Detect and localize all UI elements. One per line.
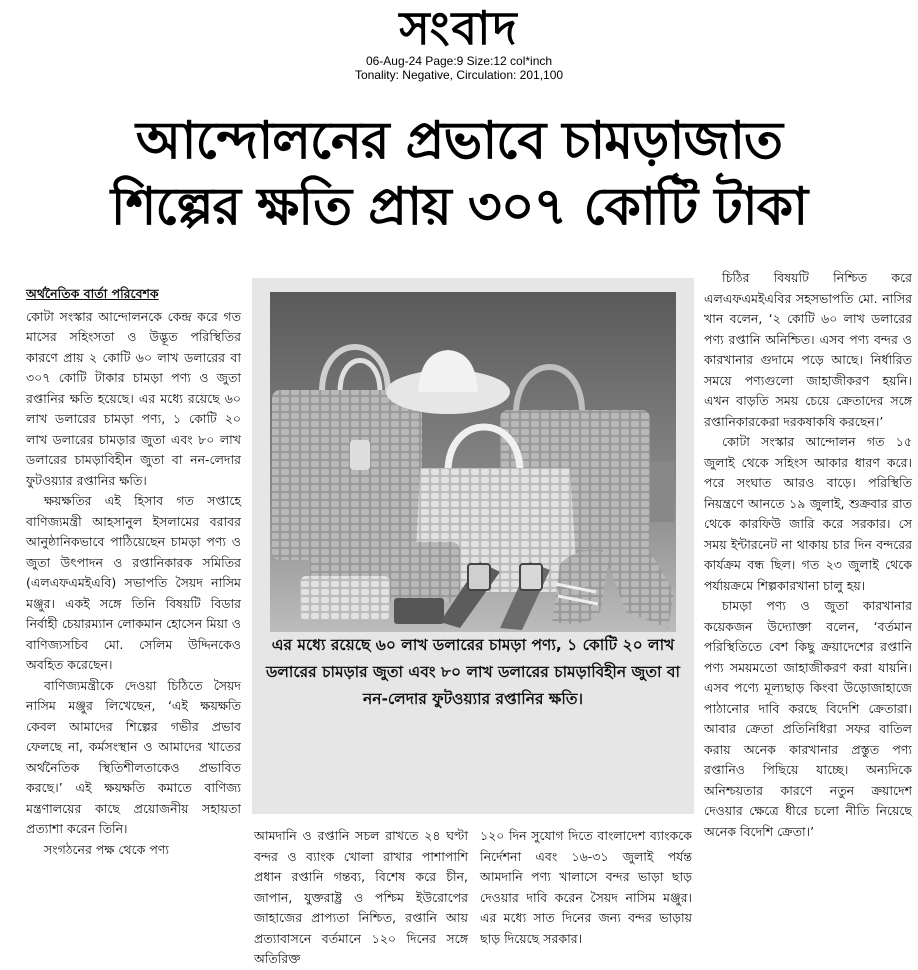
paragraph: ক্ষয়ক্ষতির এই হিসাব গত সপ্তাহে বাণিজ্যমন্ত্রী আহসানুল ইসলামের বরাবর আনুষ্ঠানিকভাবে পাঠিয়েছেন চামড়া পণ্য ও জুতা উৎপাদন ও রপ্তানিকারক সমিতির (এলএফএমইএবি) সভাপতি সৈয়দ নাসিম মঞ্জুর। একই সঙ্গে তিনি বিষয়টি বিডার নির্বাহী চেয়ারম্যান লোকমান হোসেন মিয়া ও বাণিজ্যসচিব মো. সেলিম উদ্দিনকেও অবহিত করেছেন। — [26, 493, 241, 672]
article-column-right — [704, 268, 912, 920]
photo-box — [252, 278, 694, 814]
clipping-meta-line2: Tonality: Negative, Circulation: 201,100 — [354, 68, 564, 82]
article-column-bottom-2 — [480, 826, 692, 946]
headline — [10, 108, 908, 240]
paragraph: চিঠির বিষয়টি নিশ্চিত করে এলএফএমইএবির সহসভাপতি মো. নাসির খান বলেন, ‘২ কোটি ৬০ লাখ ডলারের পণ্য রপ্তানি অনিশ্চিত। এসব পণ্য বন্দর ও কারখানার গুদামে পড়ে আছে। নির্ধারিত সময়ে পণ্যগুলো জাহাজীকরণ হয়নি। এখন বাড়তি সময় চেয়ে ক্রেতাদের সঙ্গে রপ্তানিকারকেরা দরকষাকষি করছেন।’ — [704, 270, 912, 429]
leather-goods-photo — [270, 292, 676, 632]
headline-line1: আন্দোলনের প্রভাবে চামড়াজাত — [135, 111, 783, 171]
paragraph: চামড়া পণ্য ও জুতা কারখানার কয়েকজন উদ্যোক্তা বলেন, ‘বর্তমান পরিস্থিতিতে বেশ কিছু ক্রয়াদেশের রপ্তানি পণ্য সময়মতো জাহাজীকরণ করা যায়নি। এসব পণ্যে মূল্যছাড় কিংবা উড়োজাহাজে পাঠানোর দাবি করছে বিদেশি ক্রেতারা। আবার ক্রেতা প্রতিনিধিরা সফর বাতিল করায় অনেক কারখানার প্রস্তুত পণ্য রপ্তানিও পিছিয়ে যাচ্ছে। অন্যদিকে অনিশ্চয়তার কারণে নতুন ক্রয়াদেশ দেওয়ার ক্ষেত্রে ধীরে চলো নীতি নিয়েছে অনেক বিদেশি ক্রেতা।’ — [704, 598, 912, 839]
masthead — [0, 0, 918, 82]
photo-caption: এর মধ্যে রয়েছে ৬০ লাখ ডলারের চামড়া পণ্য, ১ কোটি ২০ লাখ ডলারের চামড়ার জুতা এবং ৮০ লাখ ডলারের চামড়াবিহীন জুতা বা নন-লেদার ফুটওয়্যার রপ্তানির ক্ষতি। — [265, 636, 681, 708]
paragraph: আমদানি ও রপ্তানি সচল রাখতে ২৪ ঘণ্টা বন্দর ও ব্যাংক খোলা রাখার পাশাপাশি প্রধান রপ্তানি গন্তব্য, বিশেষ করে চীন, জাপান, যুক্তরাষ্ট্র ও পশ্চিম ইউরোপের জাহাজের প্রাপ্যতা নিশ্চিত, রপ্তানি আয় প্রত্যাবাসনে বর্তমানে ১২০ দিনের সঙ্গে অতিরিক্ত — [254, 828, 468, 966]
headline-line2: শিল্পের ক্ষতি প্রায় ৩০৭ কোটি টাকা — [110, 177, 808, 237]
leather-goods-illustration — [270, 292, 676, 632]
article-column-bottom-1 — [254, 826, 468, 966]
article-column-left — [26, 284, 241, 920]
newspaper-logo: সংবাদ — [399, 1, 519, 55]
paragraph: সংগঠনের পক্ষ থেকে পণ্য — [44, 841, 170, 857]
paragraph: বাণিজ্যমন্ত্রীকে দেওয়া চিঠিতে সৈয়দ নাসিম মঞ্জুর লিখেছেন, ‘এই ক্ষয়ক্ষতি কেবল আমাদের শিল্পের গভীর প্রভাব ফেলছে না, কর্মসংস্থান ও আমাদের খাতের অর্থনৈতিক স্থিতিশীলতাকেও প্রভাবিত করছে।’ এই ক্ষয়ক্ষতি কমাতে বাণিজ্য মন্ত্রণালয়ের কাছে প্রয়োজনীয় সহায়তা প্রত্যাশা করেন তিনি। — [26, 677, 241, 836]
paragraph: কোটা সংস্কার আন্দোলনকে কেন্দ্র করে গত মাসের সহিংসতা ও উদ্ভূত পরিস্থিতির কারণে প্রায় ২ কোটি ৬০ লাখ ডলারের বা ৩০৭ কোটি টাকার চামড়া পণ্য ও জুতা রপ্তানির ক্ষতি হয়েছে। এর মধ্যে রয়েছে ৬০ লাখ ডলারের চামড়া পণ্য, ১ কোটি ২০ লাখ ডলারের চামড়ার জুতা এবং ৮০ লাখ ডলারের চামড়াবিহীন জুতা বা নন-লেদার ফুটওয়্যার রপ্তানির ক্ষতি। — [26, 308, 241, 488]
paragraph: ১২০ দিন সুযোগ দিতে বাংলাদেশ ব্যাংককে নির্দেশনা এবং ১৬-৩১ জুলাই পর্যন্ত আমদানি পণ্য খালাসে বন্দর ভাড়া ছাড় দেওয়ার দাবি করেন সৈয়দ নাসিম মঞ্জুর। এর মধ্যে সাত দিনের জন্য বন্দর ভাড়ায় ছাড় দিয়েছে সরকার। — [480, 828, 692, 946]
byline: অর্থনৈতিক বার্তা পরিবেশক — [26, 286, 159, 301]
paragraph: কোটা সংস্কার আন্দোলন গত ১৫ জুলাই থেকে সহিংস আকার ধারণ করে। পরে সংঘাত আরও বাড়ে। পরিস্থিতি নিয়ন্ত্রণে আনতে ১৯ জুলাই, শুক্রবার রাত থেকে কারফিউ জারি করে সরকার। সে সময় ইন্টারনেট না থাকায় চার দিন বন্দরের কার্যক্রম বন্ধ ছিল। গত ২৩ জুলাই থেকে পর্যায়ক্রমে শিল্পকারখানা চালু হয়। — [704, 434, 912, 593]
clipping-meta-line1: 06-Aug-24 Page:9 Size:12 col*inch — [365, 54, 553, 68]
